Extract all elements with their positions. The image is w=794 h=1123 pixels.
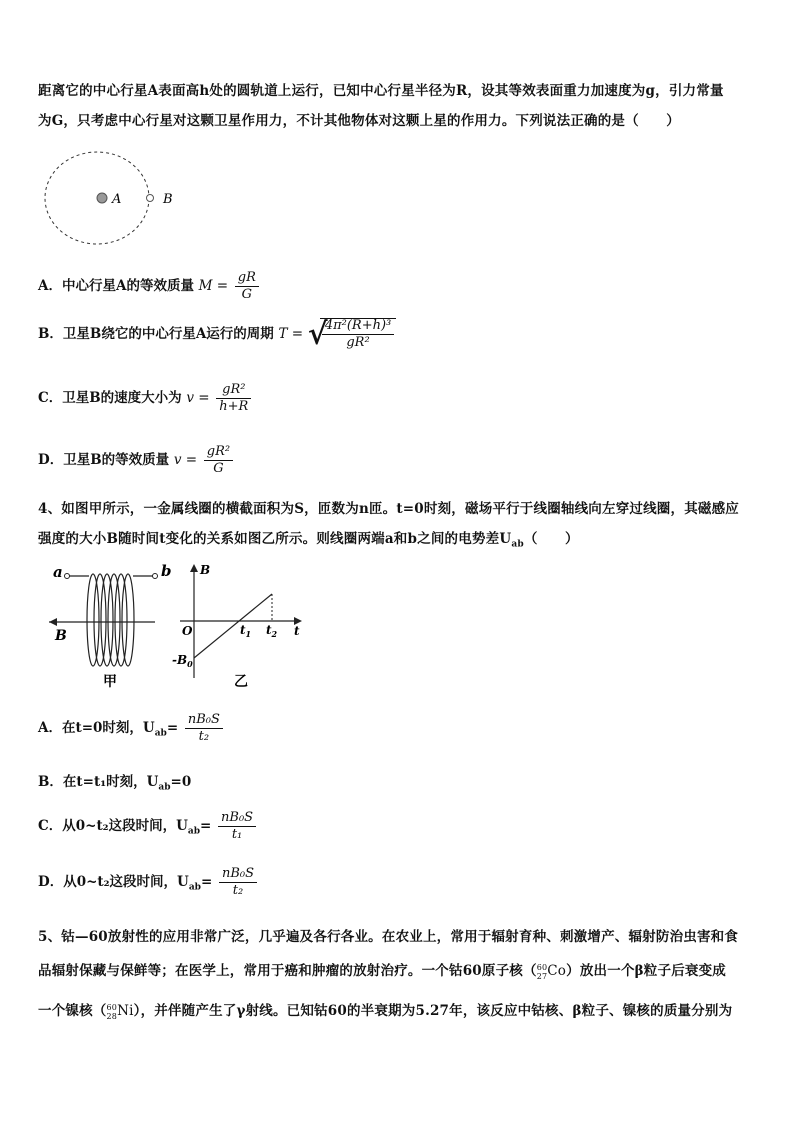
y-axis-arrow-icon	[190, 564, 198, 572]
q4-stem-line1: 4、如图甲所示，一金属线圈的横截面积为S，匝数为n匝。t=0时刻，磁场平行于线圈轴线向左穿过线圈，其磁感应	[38, 501, 739, 517]
coil-figure	[45, 560, 172, 690]
x-axis-label: t	[294, 624, 300, 638]
q5-line1: 5、钴—60放射性的应用非常广泛，几乎遍及各行各业。在农业上，常用于辐射育种、刺激增产、辐射防治虫害和食	[38, 929, 739, 945]
neg-b0-label: $-B_0$	[172, 653, 193, 669]
satellite-b-label: B	[163, 192, 173, 207]
origin-label: O	[182, 624, 193, 638]
planet-a	[97, 193, 107, 203]
fraction: $\frac{gR}{G}$	[235, 270, 259, 303]
co-nuclide: 60 27	[536, 962, 548, 981]
field-b-label: B	[55, 628, 67, 644]
terminal-a	[65, 574, 70, 579]
fraction: $\frac{\text{nB₀S}}{\text{t₂}}$	[219, 866, 257, 899]
q3-option-a: A．中心行星A的等效质量 M = $\frac{gR}{G}$	[38, 270, 261, 303]
coil-windings	[87, 574, 134, 666]
q5-line2: 品辐射保藏与保鲜等；在医学上，常用于癌和肿瘤的放射治疗。一个钴60原子核（ 60 27 Co）放出一个β粒子后衰变成	[38, 962, 727, 981]
fraction: $\frac{\text{nB₀S}}{\text{t₂}}$	[185, 712, 223, 745]
q4-option-d: D．从0~t₂这段时间，$U_{ab}=$ $\frac{\text{nB₀S}}{\text{t₂}}$	[38, 866, 259, 899]
terminal-b	[153, 574, 158, 579]
t2-label: $t_2$	[266, 623, 278, 639]
terminal-b-label: b	[161, 562, 172, 580]
q4-option-c: C．从0~t₂这段时间，$U_{ab}=$ $\frac{\text{nB₀S}}{\text{t₁}}$	[38, 810, 258, 843]
t1-label: $t_1$	[240, 623, 252, 639]
terminal-a-label: a	[53, 563, 63, 581]
sqrt: √ $\frac{\text{4π²(R+h)³}}{\text{gR²}}$	[308, 318, 396, 351]
q4-option-a: A．在t=0时刻，$U_{ab}=$ $\frac{\text{nB₀S}}{\text{t₂}}$	[38, 712, 225, 745]
q4-option-b: B．在t=t₁时刻，$U_{ab}=0$	[38, 774, 192, 793]
q5-line3: 一个镍核（ 60 28 Ni），并伴随产生了γ射线。已知钴60的半衰期为5.27年，该反应中钴核、β粒子、镍核的质量分别为	[38, 1002, 733, 1021]
ni-nuclide: 60 28	[106, 1002, 118, 1021]
fraction: $\frac{\text{nB₀S}}{\text{t₁}}$	[218, 810, 256, 843]
b-line	[194, 594, 272, 658]
satellite-b	[147, 195, 154, 202]
fig-yi-caption: 乙	[234, 674, 248, 690]
q4-stem-line2: 强度的大小B随时间t变化的关系如图乙所示。则线圈两端a和b之间的电势差$U_{ab}$（ ）	[38, 531, 579, 550]
bt-graph	[170, 560, 310, 690]
q3-option-c: C．卫星B的速度大小为 v = $\frac{\text{gR²}}{h+R}$	[38, 382, 253, 415]
q3-option-d: D．卫星B的等效质量 v = $\frac{\text{gR²}}{G}$	[38, 444, 235, 477]
fraction: $\frac{\text{gR²}}{G}$	[204, 444, 233, 477]
arrow-left-icon	[49, 618, 57, 626]
fraction: $\frac{\text{4π²(R+h)³}}{\text{gR²}}$	[322, 318, 394, 351]
q3-option-b: B．卫星B绕它的中心行星A运行的周期 T = √ $\frac{\text{4π²(R+h)³}}{\text{gR²}}$	[38, 318, 396, 351]
orbit-diagram	[40, 150, 190, 250]
q3-stem-line2: 为G，只考虑中心行星对这颗卫星作用力，不计其他物体对这颗上星的作用力。下列说法正确的是（ ）	[38, 113, 680, 129]
planet-a-label: A	[112, 192, 122, 207]
y-axis-label: B	[200, 563, 211, 577]
fraction: $\frac{\text{gR²}}{h+R}$	[216, 382, 251, 415]
q3-stem-line1: 距离它的中心行星A表面高h处的圆轨道上运行，已知中心行星半径为R，设其等效表面重力加速度为g，引力常量	[38, 83, 724, 99]
fig-jia-caption: 甲	[103, 674, 117, 690]
